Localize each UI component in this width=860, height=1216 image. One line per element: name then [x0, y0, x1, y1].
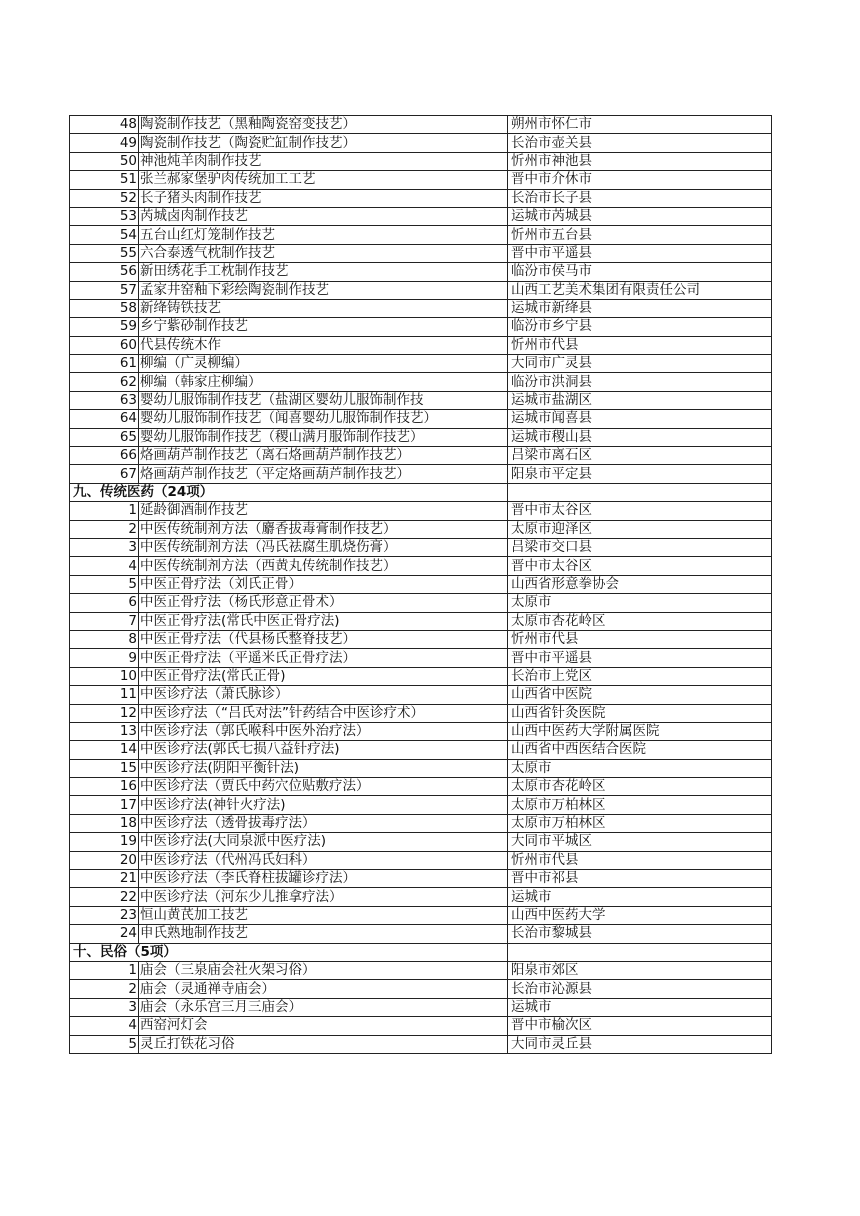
item-location: 运城市新绛县 [508, 299, 772, 317]
item-location: 吕梁市交口县 [508, 538, 772, 556]
row-number: 2 [70, 980, 139, 998]
item-name: 中医传统制剂方法（冯氏祛腐生肌烧伤膏） [139, 538, 508, 556]
item-name: 中医诊疗法(大同泉派中医疗法) [139, 833, 508, 851]
table-row [70, 833, 772, 851]
row-number: 21 [70, 870, 139, 888]
item-location: 临汾市乡宁县 [508, 318, 772, 336]
row-number: 8 [70, 630, 139, 648]
row-number: 4 [70, 557, 139, 575]
row-number: 13 [70, 722, 139, 740]
table-row [70, 520, 772, 538]
item-name: 中医诊疗法（李氏脊柱拔罐诊疗法） [139, 870, 508, 888]
item-location: 太原市杏花岭区 [508, 778, 772, 796]
item-name: 烙画葫芦制作技艺（离石烙画葫芦制作技艺） [139, 447, 508, 465]
row-number: 10 [70, 667, 139, 685]
row-number: 9 [70, 649, 139, 667]
item-name: 代县传统木作 [139, 336, 508, 354]
item-name: 庙会（三泉庙会社火架习俗） [139, 961, 508, 979]
row-number: 23 [70, 906, 139, 924]
item-location: 晋中市太谷区 [508, 502, 772, 520]
row-number: 1 [70, 961, 139, 979]
row-number: 4 [70, 1017, 139, 1035]
item-name: 中医诊疗法（代州冯氏妇科） [139, 851, 508, 869]
item-name: 中医正骨疗法（平遥米氏正骨疗法） [139, 649, 508, 667]
item-location: 太原市万柏林区 [508, 814, 772, 832]
table-row [70, 888, 772, 906]
table-row [70, 796, 772, 814]
item-location: 朔州市怀仁市 [508, 116, 772, 134]
item-location: 临汾市侯马市 [508, 263, 772, 281]
item-name: 西窑河灯会 [139, 1017, 508, 1035]
item-name: 六合泰透气枕制作技艺 [139, 244, 508, 262]
item-location: 阳泉市郊区 [508, 961, 772, 979]
row-number: 61 [70, 355, 139, 373]
table-row [70, 336, 772, 354]
item-location: 晋中市太谷区 [508, 557, 772, 575]
row-number: 59 [70, 318, 139, 336]
item-name: 中医诊疗法（贾氏中药穴位贴敷疗法） [139, 778, 508, 796]
item-name: 中医正骨疗法（刘氏正骨） [139, 575, 508, 593]
item-location: 山西省形意拳协会 [508, 575, 772, 593]
item-location: 山西省中医院 [508, 686, 772, 704]
item-name: 中医正骨疗法(常氏正骨) [139, 667, 508, 685]
row-number: 6 [70, 594, 139, 612]
item-location: 晋中市平遥县 [508, 649, 772, 667]
section-header-row [70, 943, 772, 961]
item-location: 忻州市代县 [508, 851, 772, 869]
table-row [70, 557, 772, 575]
item-location: 运城市盐湖区 [508, 391, 772, 409]
table-row [70, 226, 772, 244]
item-location: 长治市上党区 [508, 667, 772, 685]
item-name: 中医传统制剂方法（西黄丸传统制作技艺） [139, 557, 508, 575]
item-name: 灵丘打铁花习俗 [139, 1035, 508, 1053]
row-number: 16 [70, 778, 139, 796]
table-row [70, 465, 772, 483]
table-row [70, 759, 772, 777]
item-name: 陶瓷制作技艺（黑釉陶瓷窑变技艺） [139, 116, 508, 134]
row-number: 12 [70, 704, 139, 722]
table-row [70, 502, 772, 520]
table-row [70, 906, 772, 924]
row-number: 19 [70, 833, 139, 851]
table-row [70, 686, 772, 704]
table-row [70, 299, 772, 317]
row-number: 56 [70, 263, 139, 281]
table-row [70, 207, 772, 225]
row-number: 3 [70, 538, 139, 556]
row-number: 58 [70, 299, 139, 317]
table-row [70, 281, 772, 299]
item-location: 山西省针灸医院 [508, 704, 772, 722]
item-location: 运城市闻喜县 [508, 410, 772, 428]
item-name: 中医诊疗法（透骨拔毒疗法） [139, 814, 508, 832]
item-location: 山西中医药大学 [508, 906, 772, 924]
table-row [70, 410, 772, 428]
item-name: 神池炖羊肉制作技艺 [139, 152, 508, 170]
item-name: 庙会（灵通禅寺庙会） [139, 980, 508, 998]
item-location: 长治市长子县 [508, 189, 772, 207]
section-medicine [70, 483, 772, 501]
item-name: 五台山红灯笼制作技艺 [139, 226, 508, 244]
row-number: 24 [70, 925, 139, 943]
section-title-folk: 十、民俗（5项） [70, 943, 508, 961]
item-name: 乡宁紫砂制作技艺 [139, 318, 508, 336]
item-name: 陶瓷制作技艺（陶瓷贮缸制作技艺） [139, 134, 508, 152]
item-name: 中医诊疗法（郭氏喉科中医外治疗法） [139, 722, 508, 740]
item-name: 烙画葫芦制作技艺（平定烙画葫芦制作技艺） [139, 465, 508, 483]
folk-rows [70, 961, 772, 1053]
table-row [70, 373, 772, 391]
table-row [70, 116, 772, 134]
item-location: 大同市灵丘县 [508, 1035, 772, 1053]
table-row [70, 594, 772, 612]
table-row [70, 667, 772, 685]
craft-rows [70, 116, 772, 484]
row-number: 50 [70, 152, 139, 170]
item-location: 吕梁市离石区 [508, 447, 772, 465]
table-row [70, 998, 772, 1016]
item-name: 新绛铸铁技艺 [139, 299, 508, 317]
table-row [70, 244, 772, 262]
table-row [70, 1035, 772, 1053]
row-number: 53 [70, 207, 139, 225]
item-location: 运城市稷山县 [508, 428, 772, 446]
item-name: 中医诊疗法（萧氏脉诊） [139, 686, 508, 704]
section-empty-cell [508, 483, 772, 501]
row-number: 64 [70, 410, 139, 428]
item-location: 山西工艺美术集团有限责任公司 [508, 281, 772, 299]
item-name: 张兰郝家堡驴肉传统加工工艺 [139, 171, 508, 189]
item-name: 中医正骨疗法（杨氏形意正骨术） [139, 594, 508, 612]
item-name: 婴幼儿服饰制作技艺（闻喜婴幼儿服饰制作技艺） [139, 410, 508, 428]
item-location: 太原市万柏林区 [508, 796, 772, 814]
item-location: 忻州市代县 [508, 630, 772, 648]
row-number: 52 [70, 189, 139, 207]
table-row [70, 980, 772, 998]
item-location: 长治市沁源县 [508, 980, 772, 998]
table-row [70, 575, 772, 593]
table-row [70, 447, 772, 465]
item-location: 运城市 [508, 998, 772, 1016]
row-number: 66 [70, 447, 139, 465]
row-number: 20 [70, 851, 139, 869]
section-folk [70, 943, 772, 961]
item-name: 中医正骨疗法（代县杨氏整脊技艺） [139, 630, 508, 648]
item-location: 山西中医药大学附属医院 [508, 722, 772, 740]
table-row [70, 1017, 772, 1035]
section-title-medicine: 九、传统医药（24项） [70, 483, 508, 501]
table-row [70, 704, 772, 722]
item-location: 运城市 [508, 888, 772, 906]
table-row [70, 134, 772, 152]
item-name: 中医正骨疗法(常氏中医正骨疗法) [139, 612, 508, 630]
table-row [70, 263, 772, 281]
row-number: 5 [70, 1035, 139, 1053]
table-row [70, 741, 772, 759]
row-number: 7 [70, 612, 139, 630]
table-row [70, 778, 772, 796]
item-location: 太原市迎泽区 [508, 520, 772, 538]
item-location: 晋中市平遥县 [508, 244, 772, 262]
row-number: 17 [70, 796, 139, 814]
table-row [70, 171, 772, 189]
item-location: 忻州市代县 [508, 336, 772, 354]
row-number: 11 [70, 686, 139, 704]
table-row [70, 318, 772, 336]
item-name: 中医诊疗法（“吕氏对法”针药结合中医诊疗术） [139, 704, 508, 722]
table-row [70, 538, 772, 556]
item-name: 婴幼儿服饰制作技艺（盐湖区婴幼儿服饰制作技 [139, 391, 508, 409]
item-name: 柳编（韩家庄柳编） [139, 373, 508, 391]
row-number: 15 [70, 759, 139, 777]
row-number: 55 [70, 244, 139, 262]
table-row [70, 649, 772, 667]
item-location: 阳泉市平定县 [508, 465, 772, 483]
item-location: 太原市 [508, 594, 772, 612]
table-row [70, 870, 772, 888]
table-row [70, 925, 772, 943]
item-location: 大同市广灵县 [508, 355, 772, 373]
item-name: 芮城卤肉制作技艺 [139, 207, 508, 225]
item-name: 新田绣花手工枕制作技艺 [139, 263, 508, 281]
row-number: 51 [70, 171, 139, 189]
item-location: 太原市杏花岭区 [508, 612, 772, 630]
row-number: 22 [70, 888, 139, 906]
table-row [70, 851, 772, 869]
item-name: 申氏熟地制作技艺 [139, 925, 508, 943]
item-name: 中医诊疗法(郭氏七损八益针疗法) [139, 741, 508, 759]
row-number: 63 [70, 391, 139, 409]
item-name: 中医诊疗法(神针火疗法) [139, 796, 508, 814]
item-name: 中医诊疗法(阴阳平衡针法) [139, 759, 508, 777]
item-location: 晋中市祁县 [508, 870, 772, 888]
item-name: 柳编（广灵柳编） [139, 355, 508, 373]
item-location: 大同市平城区 [508, 833, 772, 851]
table-row [70, 722, 772, 740]
item-location: 太原市 [508, 759, 772, 777]
item-name: 恒山黄芪加工技艺 [139, 906, 508, 924]
row-number: 57 [70, 281, 139, 299]
table-row [70, 152, 772, 170]
table-row [70, 814, 772, 832]
item-name: 庙会（永乐宫三月三庙会） [139, 998, 508, 1016]
item-location: 运城市芮城县 [508, 207, 772, 225]
table-row [70, 612, 772, 630]
table-row [70, 961, 772, 979]
item-name: 长子猪头肉制作技艺 [139, 189, 508, 207]
table-row [70, 391, 772, 409]
row-number: 49 [70, 134, 139, 152]
section-header-row [70, 483, 772, 501]
item-name: 孟家井窑釉下彩绘陶瓷制作技艺 [139, 281, 508, 299]
item-name: 中医诊疗法（河东少儿推拿疗法） [139, 888, 508, 906]
item-location: 忻州市五台县 [508, 226, 772, 244]
item-name: 婴幼儿服饰制作技艺（稷山满月服饰制作技艺） [139, 428, 508, 446]
table-row [70, 189, 772, 207]
item-location: 长治市黎城县 [508, 925, 772, 943]
row-number: 48 [70, 116, 139, 134]
item-location: 晋中市介休市 [508, 171, 772, 189]
row-number: 18 [70, 814, 139, 832]
item-location: 忻州市神池县 [508, 152, 772, 170]
item-location: 晋中市榆次区 [508, 1017, 772, 1035]
table-row [70, 630, 772, 648]
heritage-list-table [69, 115, 772, 1054]
item-name: 延龄御酒制作技艺 [139, 502, 508, 520]
row-number: 54 [70, 226, 139, 244]
row-number: 2 [70, 520, 139, 538]
row-number: 3 [70, 998, 139, 1016]
row-number: 14 [70, 741, 139, 759]
row-number: 5 [70, 575, 139, 593]
medicine-rows [70, 502, 772, 943]
row-number: 60 [70, 336, 139, 354]
row-number: 67 [70, 465, 139, 483]
item-location: 山西省中西医结合医院 [508, 741, 772, 759]
section-empty-cell [508, 943, 772, 961]
item-name: 中医传统制剂方法（麝香拔毒膏制作技艺） [139, 520, 508, 538]
row-number: 65 [70, 428, 139, 446]
row-number: 62 [70, 373, 139, 391]
row-number: 1 [70, 502, 139, 520]
item-location: 长治市壶关县 [508, 134, 772, 152]
item-location: 临汾市洪洞县 [508, 373, 772, 391]
table-row [70, 355, 772, 373]
table-row [70, 428, 772, 446]
